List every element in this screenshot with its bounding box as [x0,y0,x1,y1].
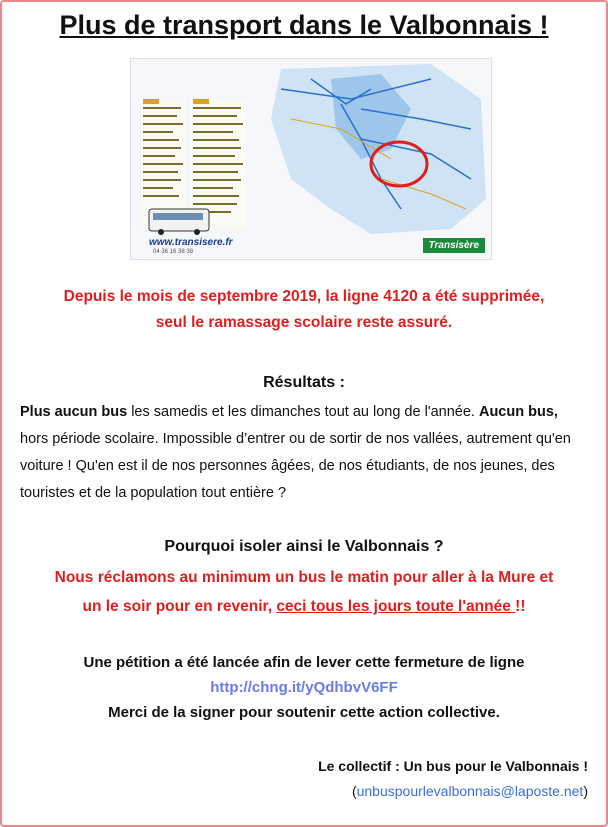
results-paragraph [20,399,590,507]
results-bold-1: Plus aucun bus [20,404,128,420]
results-text-2: hors période scolaire. Impossible d’entrer ou de sortir de nos vallées, autrement qu'en voiture ! Qu'en est il de nos personnes âgées, de nos étudiants, de nos jeunes, des touristes et de la population tout entière ? [20,431,571,501]
demand-paragraph [12,563,596,621]
map-phone: 04 36 16 38 38 [153,249,194,255]
petition-line-3: Merci de la signer pour soutenir cette action collective. [108,704,500,721]
demand-line-2 [12,592,596,621]
demand-line-2a: un le soir pour en revenir, [82,598,277,615]
demand-line-1: Nous réclamons au minimum un bus le matin pour aller à la Mure et [54,569,554,586]
collective-signature: Le collectif : Un bus pour le Valbonnais ! [318,758,588,774]
email-link[interactable]: unbuspourlevalbonnais@laposte.net [356,783,584,799]
email-close-paren: ) [583,783,588,799]
results-bold-2: Aucun bus, [478,404,558,420]
transit-map [130,58,492,260]
notice-line-2: seul le ramassage scolaire reste assuré. [155,314,453,331]
results-heading: Résultats : [263,374,345,391]
notice-line-1: Depuis le mois de septembre 2019, la ligne 4120 a été supprimée, [63,288,545,305]
contact-email [352,783,588,799]
petition-line-1: Une pétition a été lancée afin de lever cette fermeture de ligne [83,654,525,671]
map-graphic [131,59,491,259]
map-url: www.transisere.fr [149,237,233,248]
bus-icon [149,209,209,235]
email-open-paren: ( [351,783,357,799]
page-title: Plus de transport dans le Valbonnais ! [59,10,549,40]
transisere-logo: Transisère [423,238,485,253]
petition-block [2,650,606,725]
line-removal-notice [12,284,596,336]
petition-link[interactable]: http://chng.it/yQdhbvV6FF [210,679,398,696]
question-heading: Pourquoi isoler ainsi le Valbonnais ? [164,538,444,555]
results-text-1: les samedis et les dimanches tout au long de l'année. [127,404,479,420]
demand-underlined: ceci tous les jours toute l'année [276,598,516,615]
demand-line-2c: !! [515,598,526,615]
